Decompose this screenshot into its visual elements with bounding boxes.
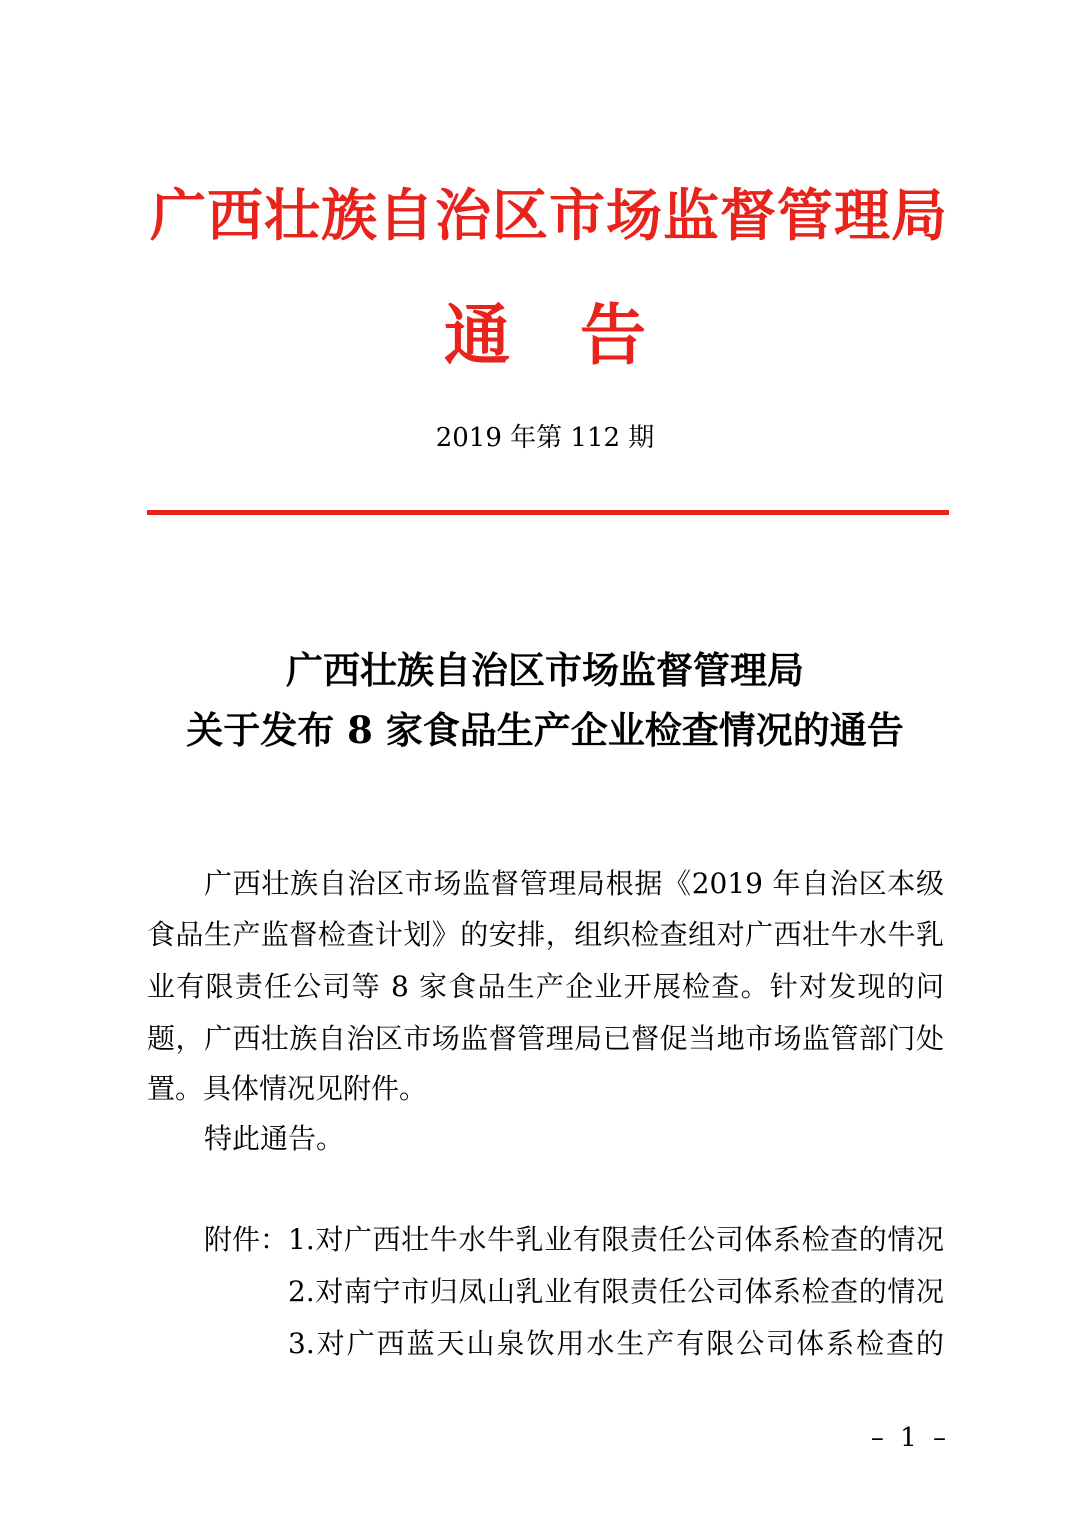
closing-statement: 特此通告。 [204,1122,345,1155]
body-paragraph-line: 食品生产监督检查计划》的安排，组织检查组对广西壮牛水牛乳 [147,918,944,951]
body-paragraph-line: 置。具体情况见附件。 [147,1072,428,1105]
body-paragraph-line: 业有限责任公司等 8 家食品生产企业开展检查。针对发现的问 [147,970,944,1003]
document-title-line-2: 关于发布 8 家食品生产企业检查情况的通告 [186,708,904,752]
issuer-heading: 广西壮族自治区市场监督管理局 [150,183,948,249]
attachment-item: 3.对广西蓝天山泉饮用水生产有限公司体系检查的 [288,1327,944,1360]
document-type-heading: 通告 [444,296,716,374]
document-title-line-1: 广西壮族自治区市场监督管理局 [286,648,804,692]
attachment-item: 2.对南宁市归凤山乳业有限责任公司体系检查的情况 [288,1275,944,1308]
attachment-item: 1.对广西壮牛水牛乳业有限责任公司体系检查的情况 [288,1223,944,1256]
attachments-label: 附件： [204,1223,289,1256]
body-paragraph-line: 题，广西壮族自治区市场监督管理局已督促当地市场监管部门处 [147,1022,944,1055]
red-divider-line [147,510,949,515]
page-number: – 1 – [870,1423,950,1453]
body-paragraph-line: 广西壮族自治区市场监督管理局根据《2019 年自治区本级 [204,867,944,900]
issue-number: 2019 年第 112 期 [435,423,655,453]
